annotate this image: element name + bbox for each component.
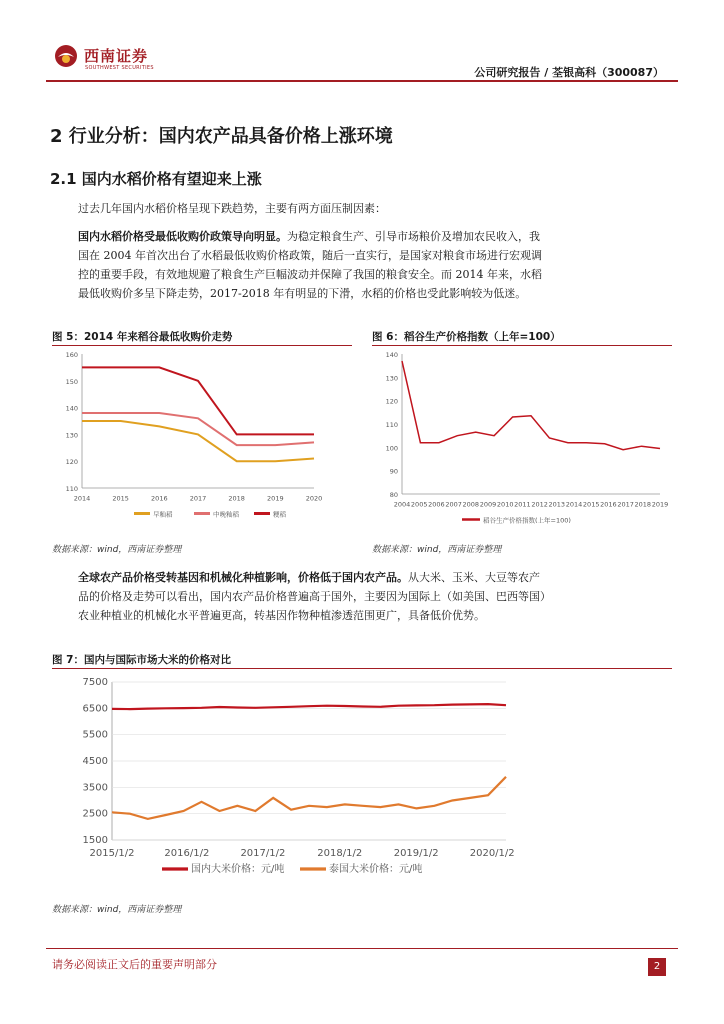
x-tick-label: 2016 xyxy=(151,494,168,503)
x-tick-label: 2019 xyxy=(267,494,284,503)
series-line-2 xyxy=(82,367,314,434)
paragraph-1-lead: 国内水稻价格受最低收购价政策导向明显。 xyxy=(78,230,287,243)
x-tick-label: 2014 xyxy=(565,500,583,509)
fig6-source: 数据来源：wind，西南证券整理 xyxy=(372,545,502,555)
y-tick-label: 1500 xyxy=(82,835,108,846)
x-tick-label: 2013 xyxy=(548,500,566,509)
footer-divider xyxy=(46,948,678,949)
x-tick-label: 2008 xyxy=(462,500,480,509)
x-tick-label: 2018/1/2 xyxy=(317,848,363,859)
paragraph-1 xyxy=(78,227,548,303)
logo-subtext: SOUTHWEST SECURITIES xyxy=(85,65,154,71)
y-tick-label: 7500 xyxy=(82,677,108,688)
x-tick-label: 2020/1/2 xyxy=(469,848,515,859)
x-tick-label: 2017 xyxy=(189,494,207,503)
report-label: 公司研究报告 / 荃银高科（300087） xyxy=(474,66,664,79)
y-tick-label: 90 xyxy=(389,467,398,476)
fig7-source: 数据来源：wind，西南证券整理 xyxy=(52,905,182,915)
series-line-1 xyxy=(82,413,314,445)
y-tick-label: 110 xyxy=(65,485,78,493)
y-tick-label: 5500 xyxy=(82,729,108,741)
logo-mark xyxy=(54,44,78,68)
y-tick-label: 150 xyxy=(65,377,78,386)
paragraph-1-body: 为稳定粮食生产、引导市场粮价及增加农民收入，我国在 2004 年首次出台了水稻最低收购价格政策，随后一直实行，是国家对粮食市场进行宏观调控的重要手段，有效地规避了粮食生产巨幅波动并保障了我国的粮食安全。而 2014 年来，水稻最低收购价多呈下降走势，2017-2018 年有明显的下滑，水稻的价格也受此影响较为低迷。 xyxy=(78,230,542,300)
y-tick-label: 140 xyxy=(65,404,78,413)
legend-label-0: 早籼稻 xyxy=(153,510,173,519)
series-line-0 xyxy=(82,421,314,461)
x-tick-label: 2018 xyxy=(228,494,245,503)
paragraph-2 xyxy=(78,568,548,625)
legend-label-1: 泰国大米价格：元/吨 xyxy=(329,864,423,875)
x-tick-label: 2015/1/2 xyxy=(89,848,135,859)
x-tick-label: 2017 xyxy=(617,500,634,509)
page-number: 2 xyxy=(648,958,666,976)
section-heading: 2 行业分析：国内农产品具备价格上涨环境 xyxy=(50,126,393,147)
x-tick-label: 2016 xyxy=(600,500,617,509)
x-tick-label: 2015 xyxy=(112,494,129,503)
legend-label-1: 中晚籼稻 xyxy=(213,510,239,519)
y-tick-label: 2500 xyxy=(82,808,108,820)
footer-disclaimer: 请务必阅读正文后的重要声明部分 xyxy=(52,958,217,971)
fig5-title-rule xyxy=(52,345,352,346)
x-tick-label: 2015 xyxy=(582,500,600,509)
x-tick-label: 2011 xyxy=(514,500,531,509)
legend-label-0: 稻谷生产价格指数(上年=100) xyxy=(483,516,571,525)
y-tick-label: 6500 xyxy=(82,703,108,715)
x-tick-label: 2014 xyxy=(73,494,91,503)
fig7-title: 图 7：国内与国际市场大米的价格对比 xyxy=(52,654,231,666)
x-tick-label: 2006 xyxy=(428,500,445,509)
y-tick-label: 120 xyxy=(65,458,78,467)
header-divider xyxy=(46,80,678,82)
fig6-title: 图 6：稻谷生产价格指数（上年=100） xyxy=(372,331,561,343)
y-tick-label: 80 xyxy=(389,491,398,499)
x-tick-label: 2017/1/2 xyxy=(240,848,286,859)
paragraph-2-body: 从大米、玉米、大豆等农产品的价格及走势可以看出，国内农产品价格普遍高于国外，主要因为国际上（如美国、巴西等国）农业种植业的机械化水平普遍更高，转基因作物种植渗透范围更广，具备低价优势。 xyxy=(78,571,546,622)
x-tick-label: 2016/1/2 xyxy=(164,848,210,859)
y-tick-label: 120 xyxy=(385,397,398,406)
y-tick-label: 3500 xyxy=(82,782,108,794)
legend-label-0: 国内大米价格：元/吨 xyxy=(191,864,285,875)
series-line-0 xyxy=(402,361,660,450)
x-tick-label: 2019/1/2 xyxy=(393,848,439,859)
x-tick-label: 2010 xyxy=(496,500,514,509)
fig6-chart xyxy=(372,348,672,534)
x-tick-label: 2019 xyxy=(651,500,669,509)
fig5-title: 图 5：2014 年来稻谷最低收购价走势 xyxy=(52,331,233,343)
x-tick-label: 2018 xyxy=(634,500,652,509)
x-tick-label: 2004 xyxy=(393,500,411,509)
y-tick-label: 130 xyxy=(385,374,398,383)
y-tick-label: 130 xyxy=(65,431,78,440)
x-tick-label: 2007 xyxy=(445,500,462,509)
fig7-title-rule xyxy=(52,668,672,669)
series-line-1 xyxy=(112,777,506,819)
x-tick-label: 2009 xyxy=(479,500,497,509)
fig6-title-rule xyxy=(372,345,672,346)
y-tick-label: 140 xyxy=(385,351,398,359)
y-tick-label: 160 xyxy=(65,351,78,359)
y-tick-label: 100 xyxy=(385,444,398,453)
fig7-chart xyxy=(52,672,542,892)
logo-text: 西南证券 xyxy=(84,47,149,65)
legend-label-2: 粳稻 xyxy=(273,510,286,519)
subsection-heading: 2.1 国内水稻价格有望迎来上涨 xyxy=(50,170,262,188)
y-tick-label: 110 xyxy=(385,421,398,429)
x-tick-label: 2020 xyxy=(305,494,323,503)
paragraph-2-lead: 全球农产品价格受转基因和机械化种植影响，价格低于国内农产品。 xyxy=(78,571,408,584)
x-tick-label: 2005 xyxy=(410,500,428,509)
x-tick-label: 2012 xyxy=(531,500,548,509)
fig5-chart xyxy=(52,348,352,534)
fig5-source: 数据来源：wind，西南证券整理 xyxy=(52,545,182,555)
intro-paragraph: 过去几年国内水稻价格呈现下跌趋势，主要有两方面压制因素： xyxy=(78,202,386,215)
y-tick-label: 4500 xyxy=(82,756,108,767)
